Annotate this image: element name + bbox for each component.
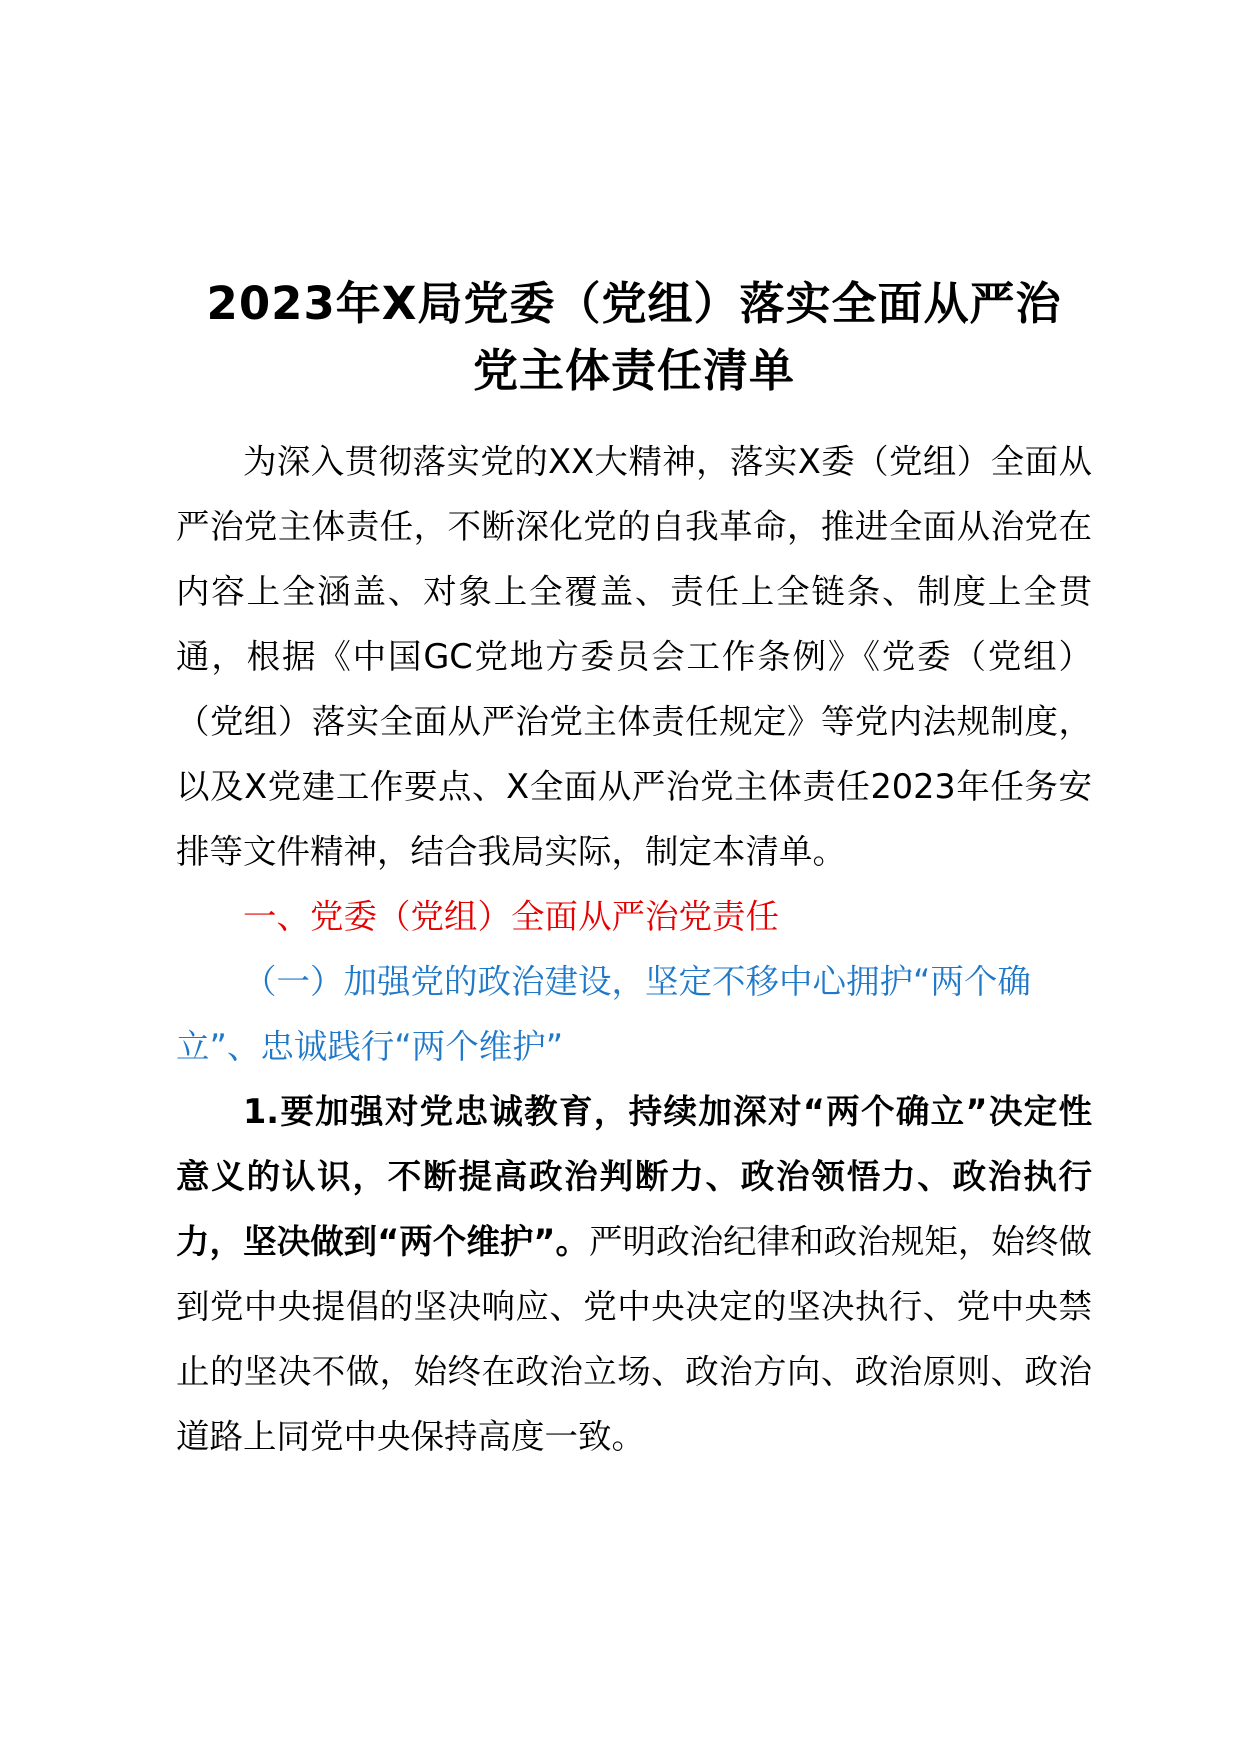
section-heading: 一、党委（党组）全面从严治党责任	[243, 897, 779, 936]
item-bold-text: 1.要加强对党忠诚教育，持续加深对“两个确立”决定性意义的认识，不断提高政治判断力、政治领悟力、政治执行力，坚决做到“两个维护”。	[176, 1092, 1092, 1261]
intro-paragraph: 为深入贯彻落实党的XX大精神，落实X委（党组）全面从严治党主体责任，不断深化党的自我革命，推进全面从治党在内容上全涵盖、对象上全覆盖、责任上全链条、制度上全贯通，根据《中国GC党地方委员会工作条例》《党委（党组）（党组）落实全面从严治党主体责任规定》等党内法规制度，以及X党建工作要点、X全面从严治党主体责任2023年任务安排等文件精神，结合我局实际，制定本清单。	[176, 442, 1092, 871]
item-regular-text: 严明政治纪律和政治规矩，始终做到党中央提倡的坚决响应、党中央决定的坚决执行、党中央禁止的坚决不做，始终在政治立场、政治方向、政治原则、政治道路上同党中央保持高度一致。	[176, 1222, 1092, 1456]
document-page	[176, 270, 1092, 1469]
title-line-2: 党主体责任清单	[472, 344, 795, 397]
document-title	[176, 270, 1092, 404]
subsection-heading: （一）加强党的政治建设，坚定不移中心拥护“两个确立”、忠诚践行“两个维护”	[176, 962, 1031, 1066]
title-line-1: 2023年X局党委（党组）落实全面从严治	[206, 277, 1062, 330]
item-paragraph	[176, 1079, 1092, 1469]
